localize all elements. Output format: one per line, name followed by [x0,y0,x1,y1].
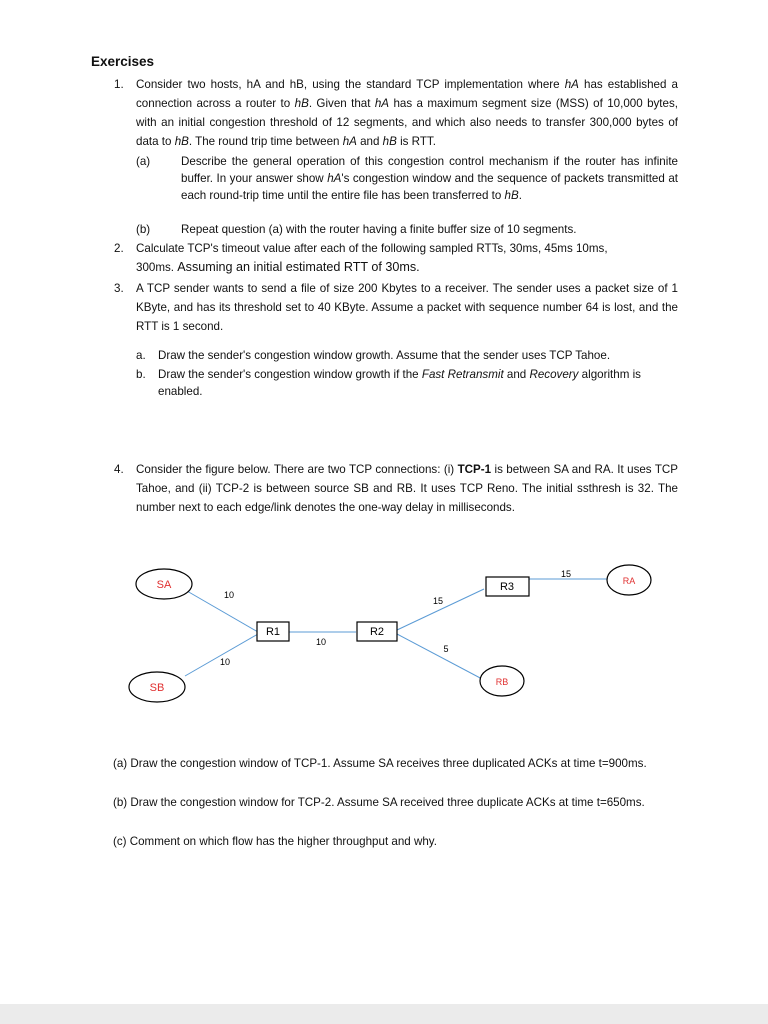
q3b-text-part: Draw the sender's congestion window growth if the [158,368,422,381]
q1-text-part: has established a connection across a router to [136,78,678,110]
delay-r3-ra: 15 [560,569,572,579]
q1a-text-part: Describe the general operation of this congestion control mechanism if the router has infinite buffer. In your answer show [181,155,678,185]
delay-sb-r1: 10 [219,657,231,667]
q1-text-part: hB [174,135,189,148]
q2-line2-part: Assuming an initial estimated RTT of 30ms. [177,260,420,274]
q1-text-part: Consider two hosts, hA and hB, using the standard TCP implementation where [136,78,565,91]
q3b-label: b. [136,368,146,381]
q1-text-part: . The round trip time between [188,135,343,148]
link-sa-r1 [187,591,258,632]
q1a-text-part: hB [504,189,519,202]
link-r2-rb [397,634,484,680]
link-sb-r1 [185,634,258,676]
q1-text-part: and [356,135,383,148]
q4c-text: (c) Comment on which flow has the higher throughput and why. [113,835,437,848]
q1b-text: Repeat question (a) with the router having a finite buffer size of 10 segments. [181,223,577,236]
delay-r2-r3: 15 [432,596,444,606]
q1a-text-part: hA [327,172,342,185]
q1-text-part: has a maximum segment size (MSS) of 10,000 bytes, with an initial congestion threshold of 12 segments, and which also needs to transfer 300,000 bytes of data to [136,97,678,148]
node-sb-label: SB [149,682,165,694]
q4-text-part: TCP-1 [457,463,492,476]
q3-number: 3. [114,282,124,295]
delay-r1-r2: 10 [315,637,327,647]
q3b-text-part: and [503,368,530,381]
q1a-label: (a) [136,155,151,168]
node-sa-label: SA [156,579,172,591]
q2-line1: Calculate TCP's timeout value after each of the following sampled RTTs, 30ms, 45ms 10ms, [136,242,608,255]
node-r2-label: R2 [369,626,385,638]
q3a-text: Draw the sender's congestion window growth. Assume that the sender uses TCP Tahoe. [158,349,611,362]
q1a-text-part: . [518,189,522,202]
node-rb-label: RB [495,677,509,687]
q1-text-part: is RTT. [396,135,436,148]
node-r3-label: R3 [499,581,515,593]
q3b-text-part: Fast Retransmit [421,368,504,381]
q1-text-part: hB [294,97,309,110]
q1-text-part: hA [374,97,390,110]
q3b-text-part: algorithm is enabled. [158,368,641,398]
q3-text: A TCP sender wants to send a file of size 200 Kbytes to a receiver. The sender uses a packet size of 1 KByte, and has its threshold set to 40 KByte. Assume a packet with sequence number 64 is lost, and the RTT is 1 second. [136,282,678,333]
q4b-text: (b) Draw the congestion window for TCP-2. Assume SA received three duplicate ACKs at time t=650ms. [113,796,645,809]
q4-number: 4. [114,463,124,476]
node-ra-label: RA [622,576,636,586]
q2-line2-part: 300ms. [136,261,178,274]
node-r1-label: R1 [265,626,281,638]
q2-number: 2. [114,242,124,255]
viewer-bottom-bar [0,1004,768,1024]
q1b-label: (b) [136,223,151,236]
q3a-label: a. [136,349,146,362]
q1a-text-part: 's congestion window and the sequence of packets transmitted at each round-trip time until the entire file has been transferred to [181,172,679,202]
q1-text-part: . Given that [308,97,375,110]
q4-text-part: Consider the figure below. There are two TCP connections: (i) [136,463,458,476]
q4a-text: (a) Draw the congestion window of TCP-1. Assume SA receives three duplicated ACKs at time t=900ms. [113,757,647,770]
q1-text-part: hA [564,78,579,91]
q1-text-part: hA [342,135,357,148]
delay-r2-rb: 5 [443,644,449,654]
delay-sa-r1: 10 [223,590,235,600]
page-heading: Exercises [91,54,155,69]
q1-number: 1. [114,78,124,91]
q4-text-part: is between SA and RA. It uses TCP Tahoe, and (ii) TCP-2 is between source SB and RB. It uses TCP Reno. The initial ssthresh is 32. The number next to each edge/link denotes the one-way delay in milliseconds. [136,463,679,514]
q1-text-part: hB [382,135,397,148]
q3b-text-part: Recovery [529,368,579,381]
